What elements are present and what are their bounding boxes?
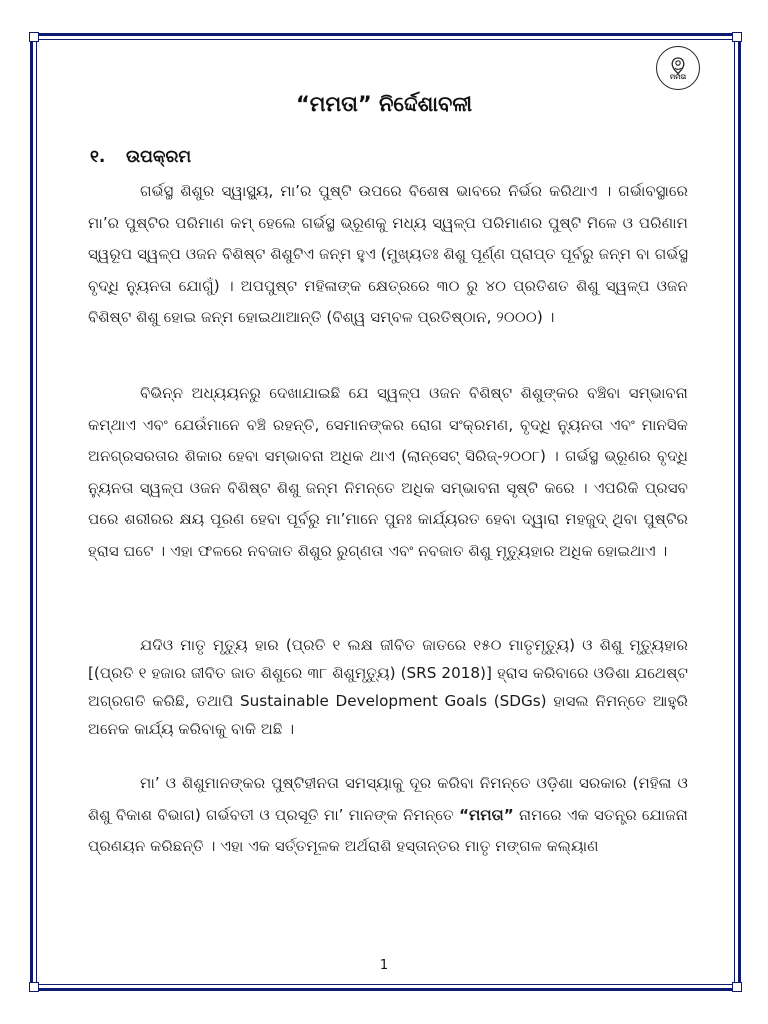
section-title: ଉପକ୍ରମ: [126, 147, 192, 167]
paragraph-text: ଯଦିଓ ମାତୃ ମୃତ୍ୟୁ ହାର (ପ୍ରତି ୧ ଲକ୍ଷ ଜୀବିତ ଜାତରେ ୧୫୦ ମାତୃମୃତ୍ୟୁ) ଓ ଶିଶୁ ମୃତ୍ୟୁହାର [(ପ୍ରତି ୧ ହଜାର ଜୀବିତ ଜାତ ଶିଶୁରେ ୩୮ ଶିଶୁମୃତ୍ୟୁ) (SRS 2018)] ହ୍ରାସ କରିବାରେ ଓଡିଶା ଯଥେଷ୍ଟ ଅଗ୍ରଗତି କରିଛି, ତଥାପି Sustainable Development Goals (SDGs) ହାସଲ ନିମନ୍ତେ ଆହୁରି ଅନେକ କାର୍ଯ୍ୟ କରିବାକୁ ବାକି ଅଛି ।: [88, 636, 688, 738]
logo-text: ମମତା: [669, 72, 687, 81]
border-corner-ornament: [732, 32, 742, 42]
paragraph-text: ଗର୍ଭସ୍ଥ ଶିଶୁର ସ୍ୱାସ୍ଥ୍ୟ, ମା’ର ପୁଷ୍ଟି ଉପରେ ବିଶେଷ ଭାବରେ ନିର୍ଭର କରିଥାଏ । ଗର୍ଭାବସ୍ଥାରେ ମା’ର ପୁଷ୍ଟିର ପରିମାଣ କମ୍ ହେଲେ ଗର୍ଭସ୍ଥ ଭ୍ରୂଣକୁ ମଧ୍ୟ ସ୍ୱଳ୍ପ ପରିମାଣର ପୁଷ୍ଟି ମିଳେ ଓ ପରିଣାମ ସ୍ୱରୂପ ସ୍ୱଳ୍ପ ଓଜନ ବିଶିଷ୍ଟ ଶିଶୁଟିଏ ଜନ୍ମ ହୁଏ (ମୁଖ୍ୟତଃ ଶିଶୁ ପୂର୍ଣ୍ଣ ପ୍ରାପ୍ତ ପୂର୍ବରୁ ଜନ୍ମ ବା ଗର୍ଭସ୍ଥ ବୃଦ୍ଧି ନ୍ୟୁନତା ଯୋଗୁଁ) । ଅପପୁଷ୍ଟ ମହିଳାଙ୍କ କ୍ଷେତ୍ରରେ ୩୦ ରୁ ୪୦ ପ୍ରତିଶତ ଶିଶୁ ସ୍ୱଳ୍ପ ଓଜନ ବିଶିଷ୍ଟ ଶିଶୁ ହୋଇ ଜନ୍ମ ହୋଇଥାଆନ୍ତି (ବିଶ୍ୱ ସମ୍ବଳ ପ୍ରତିଷ୍ଠାନ, ୨୦୦୦) ।: [88, 182, 688, 326]
border-corner-ornament: [29, 32, 39, 42]
paragraph-text: ବିଭିନ୍ନ ଅଧ୍ୟୟନରୁ ଦେଖାଯାଇଛି ଯେ ସ୍ୱଳ୍ପ ଓଜନ ବିଶିଷ୍ଟ ଶିଶୁଙ୍କର ବଞ୍ଚିବା ସମ୍ଭାବନା କମ୍ଥାଏ ଏବଂ ଯେଉଁମାନେ ବଞ୍ଚି ରହନ୍ତି, ସେମାନଙ୍କର ରୋଗ ସଂକ୍ରମଣ, ବୃଦ୍ଧି ନ୍ୟୁନତା ଏବଂ ମାନସିକ ଅନଗ୍ରସରତାର ଶିକାର ହେବା ସମ୍ଭାବନା ଅଧିକ ଥାଏ (ଲାନ୍‌ସେଟ୍ ସିରିଜ୍-୨୦୦୮) । ଗର୍ଭସ୍ଥ ଭ୍ରୂଣର ବୃଦ୍ଧି ନ୍ୟୁନତା ସ୍ୱଳ୍ପ ଓଜନ ବିଶିଷ୍ଟ ଶିଶୁ ଜନ୍ମ ନିମନ୍ତେ ଅଧିକ ସମ୍ଭାବନା ସୃଷ୍ଟି କରେ । ଏପରିକି ପ୍ରସବ ପରେ ଶରୀରର କ୍ଷୟ ପୂରଣ ହେବା ପୂର୍ବରୁ ମା’ମାନେ ପୁନଃ କାର୍ଯ୍ୟରତ ହେବା ଦ୍ୱାରା ମହଜୁଦ୍ ଥିବା ପୁଷ୍ଟିର ହ୍ରାସ ଘଟେ । ଏହା ଫଳରେ ନବଜାତ ଶିଶୁର ରୁଗ୍ଣତା ଏବଂ ନବଜାତ ଶିଶୁ ମୃତ୍ୟୁହାର ଅଧିକ ହୋଇଥାଏ ।: [88, 384, 688, 560]
page-title: “ମମତା” ନିର୍ଦ୍ଦେଶାବଳୀ: [295, 92, 473, 116]
mamata-logo: [656, 46, 700, 90]
paragraph-2: [88, 378, 688, 567]
paragraph-text-part: ନାମରେ ଏକ ସତନ୍ତ୍ର ଯୋଜନା ପ୍ରଣୟନ କରିଛନ୍ତି । ଏହା ଏକ ସର୍ତ୍ତମୂଳକ ଅର୍ଥରାଶି ହସ୍ତାନ୍ତର ମାତୃ ମଙ୍ଗଳ କଲ୍ୟାଣ: [88, 805, 688, 855]
paragraph-4: [88, 768, 688, 863]
paragraph-text-part: ମା’ ଓ ଶିଶୁମାନଙ୍କର ପୁଷ୍ଟିହୀନତା ସମସ୍ୟାକୁ ଦୂର କରିବା ନିମନ୍ତେ ଓଡ଼ିଶା ସରକାର (ମହିଳା ଓ ଶିଶୁ ବିକାଶ ବିଭାଗ) ଗର୍ଭବତୀ ଓ ପ୍ରସୂତି ମା’ ମାନଙ୍କ ନିମନ୍ତେ: [88, 774, 688, 824]
page-number: 1: [379, 958, 389, 973]
scheme-name-bold: “ମମତା”: [458, 805, 514, 824]
paragraph-1: [88, 176, 688, 334]
paragraph-text: [88, 768, 688, 863]
border-corner-ornament: [29, 982, 39, 992]
paragraph-3: [88, 631, 688, 743]
section-number: ୧.: [90, 147, 106, 167]
border-corner-ornament: [732, 982, 742, 992]
section-heading: [90, 147, 191, 167]
